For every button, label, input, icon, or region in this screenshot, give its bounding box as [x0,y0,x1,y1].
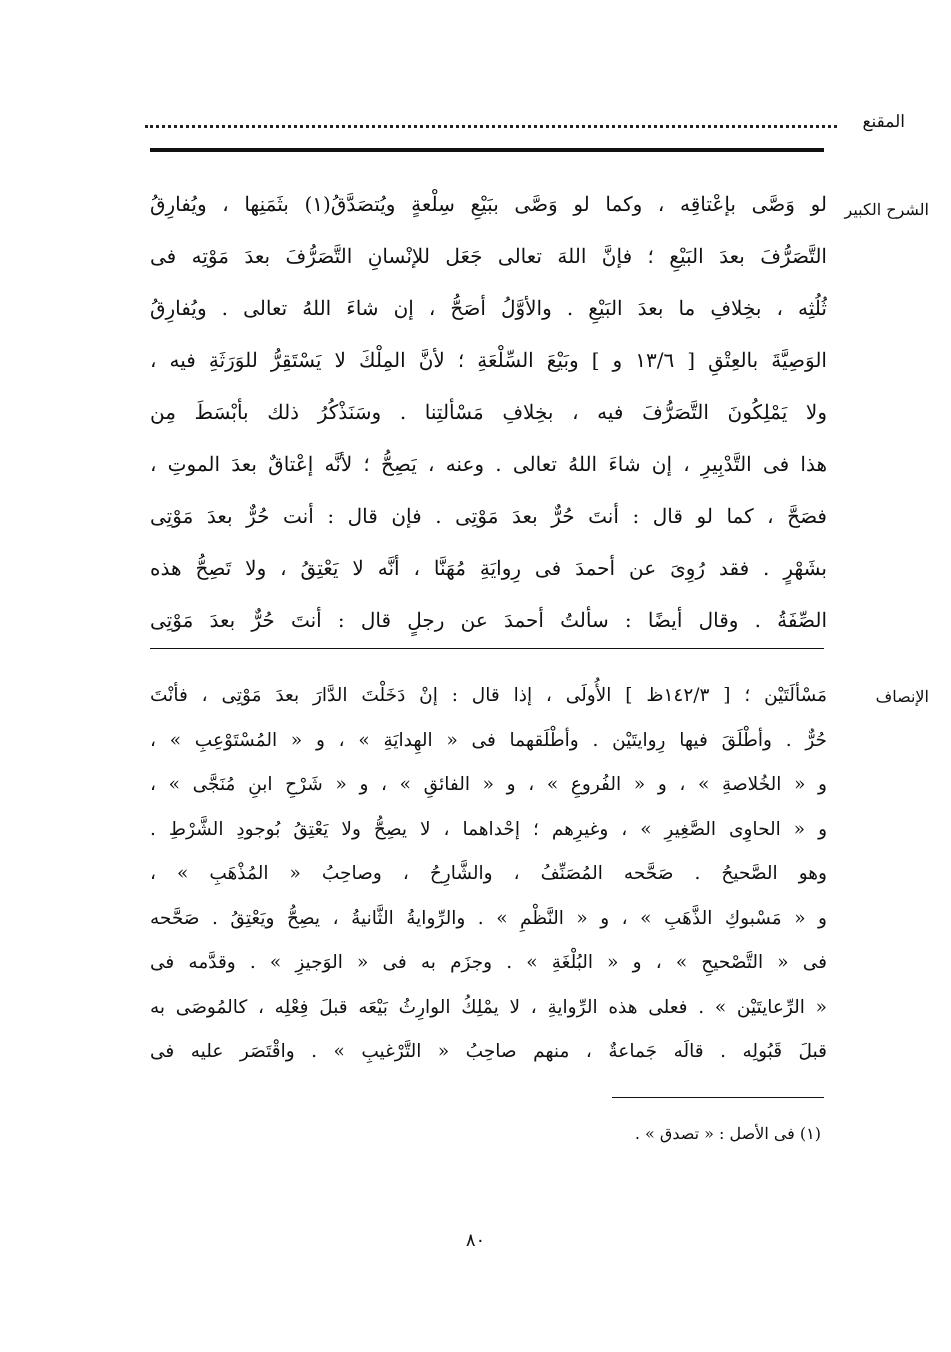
sharh-line: فصَحَّ ، كما لو قال : أنتَ حُرٌّ بعدَ مَوْتِى . فإن قال : أنت حُرٌّ بعدَ مَوْتِى [150,504,827,528]
header-dotted-line [145,125,837,128]
sharh-line: الصِّفَةُ . وقال أيضًا : سألتُ أحمدَ عن رجلٍ قال : أنتَ حُرٌّ بعدَ مَوْتِى [150,608,827,632]
insaf-line: فى « التَّصْحيحِ » ، و « البُلْغَةِ » . وجزَم به فى « الوَجيزِ » . وقدَّمه فى [150,952,827,973]
insaf-line: « الرِّعايتَيْن » . فعلى هذه الرِّوايةِ ، لا يمْلِكُ الوارِثُ بَيْعَه قبلَ فِعْلِه ، كالمُوصَى به [150,996,827,1018]
sharh-line: ولا يَمْلِكُونَ التَّصَرُّفَ فيه ، بخِلافِ مَسْألتِنا . وسَنَذْكُرُ ذلك بأبْسَطَ مِن [150,400,827,424]
sharh-line: التَّصَرُّفَ بعدَ البَيْعِ ؛ فإنَّ اللهَ تعالى جَعَل للإنْسانِ التَّصَرُّفَ بعدَ مَوْتِه فى [150,244,827,268]
sharh-label: الشرح الكبير [844,200,929,219]
sharh-line: هذا فى التَّدْبِيرِ ، إن شاءَ اللهُ تعالى . وعنه ، يَصِحُّ ؛ لأنَّه إعْتاقٌ بعدَ الموتِ ، [150,452,827,476]
insaf-line: حُرٌّ . وأطْلَقَ فيها رِوايتَيْن . وأطْلَقهما فى « الهِدايَةِ » ، و « المُسْتَوْعِبِ » ، [150,729,827,751]
insaf-line: و « الحاوِى الصَّغِيرِ » ، وغيرِهم ؛ إحْداهما ، لا يصِحُّ ولا يَعْتِقُ بُوجودِ الشَّرْطِ . [150,818,827,840]
sharh-line: ثُلُثِه ، بخِلافِ ما بعدَ البَيْعِ . والأوَّلُ أصَحُّ ، إن شاءَ اللهُ تعالى . ويُفارِقُ [150,296,827,320]
insaf-text-block [150,674,827,1075]
sharh-text-block [150,178,827,646]
header-rule [150,148,824,152]
page-number: ٨٠ [465,1230,486,1251]
sharh-line: بشَهْرٍ . فقد رُوِىَ عن أحمدَ فى رِوايَةِ مُهَنَّا ، أنَّه لا يَعْتِقُ ، ولا تَصِحُّ هذه [150,556,827,580]
running-header [145,112,905,136]
insaf-line: وهو الصَّحيحُ . صَحَّحه المُصَنِّفُ ، والشَّارِحُ ، وصاحِبُ « المُذْهَبِ » ، [150,863,827,884]
sharh-line: الوَصِيَّةَ بالعِتْقِ [ ١٣/٦ و ] وبَيْعَ السِّلْعَةِ ؛ لأنَّ المِلْكَ لا يَسْتَقِرُّ للوَرَثَةِ فيه ، [150,348,827,372]
insaf-line: مَسْألَتَيْن ؛ [ ١٤٢/٣ظ ] الأُولَى ، إذا قال : إنْ دَخَلْتَ الدَّارَ بعدَ مَوْتِى ، فأنْتَ [150,685,827,706]
sharh-line: لو وَصَّى بإعْتاقِه ، وكما لو وَصَّى ببَيْعِ سِلْعةٍ ويُتصَدَّقُ(١) بثَمَنِها ، ويُفارِقُ [150,192,827,216]
insaf-line: و « الخُلاصةِ » ، و « الفُروعِ » ، و « الفائقِ » ، و « شَرْحِ ابنِ مُنَجَّى » ، [150,774,827,795]
insaf-line: قبلَ قَبُولِه . قالَه جَماعةٌ ، منهم صاحِبُ « التَّرْغيبِ » . واقْتَصَر عليه فى [150,1041,827,1062]
header-title: المقنع [862,112,905,132]
footnote: (١) فى الأصل : « تصدق » . [634,1124,821,1143]
footnote-rule [612,1097,824,1098]
insaf-line: و « مَسْبوكِ الذَّهَبِ » ، و « النَّظْمِ » . والرِّوايةُ الثَّانيةُ ، يصِحُّ ويَعْتِقُ . صَحَّحه [150,907,827,929]
insaf-label: الإنصاف [875,687,929,706]
section-separator [150,648,824,649]
